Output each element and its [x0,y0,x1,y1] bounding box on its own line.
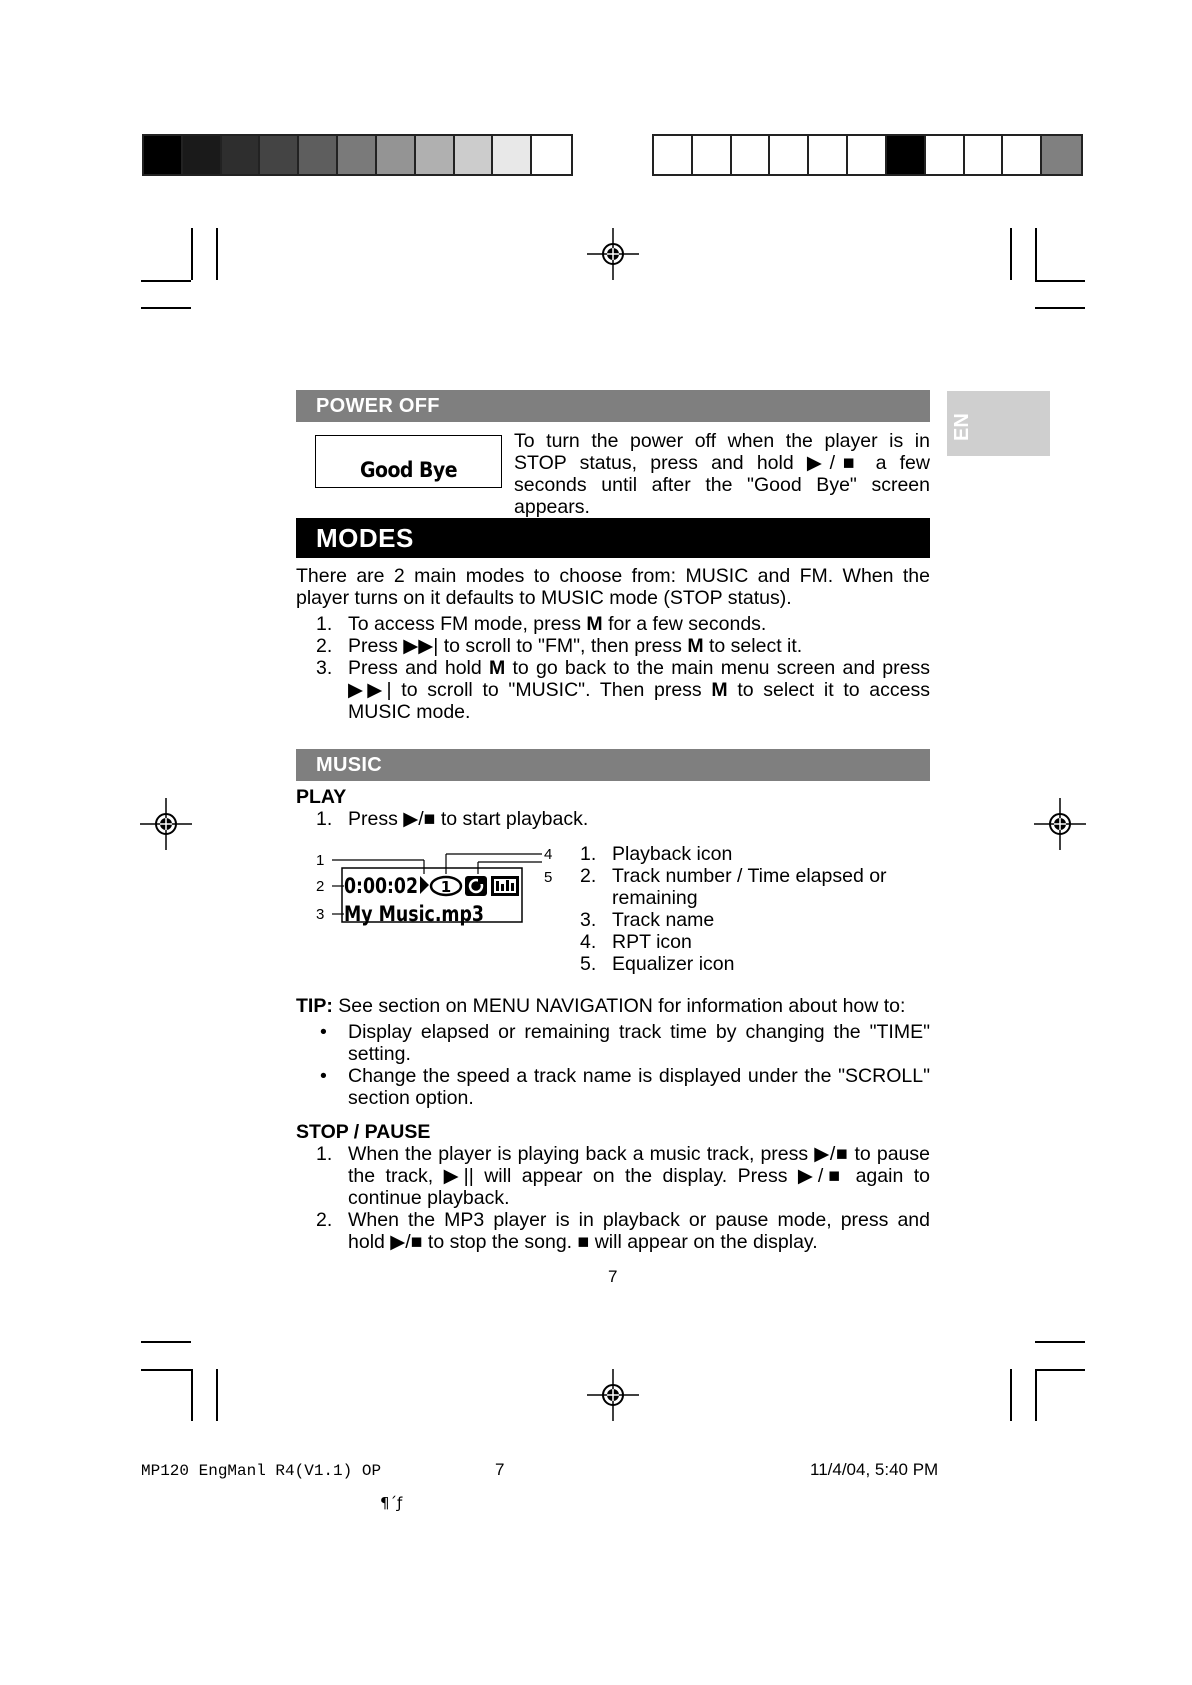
crop-mark [141,280,191,282]
footer-file-name: MP120 EngManl R4(V1.1) OP [141,1462,382,1480]
elapsed-time: 0:00:02 [344,874,418,898]
step-number: 3. [316,657,333,679]
list-item: 2. Track number / Time elapsed or remaining [580,865,887,909]
color-swatch [809,136,848,174]
registration-mark-icon [587,228,639,280]
list-item: • Display elapsed or remaining track time by changing the "TIME" setting. [320,1021,930,1065]
callout-5: 5 [544,869,553,886]
color-swatch [144,136,183,174]
modes-header: MODES [296,518,930,558]
crop-mark [216,228,218,280]
crop-mark [1035,280,1085,282]
music-header: MUSIC [296,749,930,781]
callout-4: 4 [544,846,553,863]
color-calibration-bar-right [652,134,1083,176]
crop-mark [191,228,193,280]
color-swatch [654,136,693,174]
color-swatch [887,136,926,174]
tip-line [296,995,930,1017]
footer-code: ¶´ƒ [380,1494,403,1512]
color-swatch [532,136,571,174]
list-item: 2. When the MP3 player is in playback or pause mode, press and hold ▶/■ to stop the song. ■ will appear on the display. [316,1209,930,1253]
list-item: 3. Track name [580,909,715,931]
crop-mark [191,1369,193,1421]
crop-mark [216,1369,218,1421]
list-item: 2. Press ▶▶| to scroll to "FM", then press M to select it. [316,635,803,657]
color-swatch [183,136,222,174]
registration-mark-icon [1034,798,1086,850]
color-swatch [299,136,338,174]
power-off-text: To turn the power off when the player is in STOP status, press and hold ▶/■ a few seconds until after the "Good Bye" screen appears. [514,430,930,518]
step-number: 1. [316,613,333,635]
list-item: 3. Press and hold M to go back to the main menu screen and press ▶▶| to scroll to "MUSIC". Then press M to select it to access MUSIC mode. [316,657,930,723]
modes-intro: There are 2 main modes to choose from: MUSIC and FM. When the player turns on it defaults to MUSIC mode (STOP status). [296,565,930,609]
color-swatch [1042,136,1081,174]
good-bye-screen [315,435,502,488]
step-number: 1. [316,808,333,830]
color-swatch [693,136,732,174]
footer-page: 7 [495,1460,505,1479]
crop-mark [1010,228,1012,280]
registration-mark-icon [140,798,192,850]
color-swatch [926,136,965,174]
list-item: 1. To access FM mode, press M for a few seconds. [316,613,767,635]
color-swatch [770,136,809,174]
tip-text: See section on MENU NAVIGATION for information about how to: [332,995,906,1017]
step-number: 2. [316,635,333,657]
color-swatch [493,136,532,174]
color-swatch [338,136,377,174]
good-bye-text: Good Bye [359,458,458,482]
crop-mark [1035,307,1085,309]
crop-mark [1035,1341,1085,1343]
color-swatch [455,136,494,174]
crop-mark [1035,1369,1085,1371]
crop-mark [141,307,191,309]
footer-date: 11/4/04, 5:40 PM [810,1460,939,1479]
play-title: PLAY [296,786,347,808]
callout-1: 1 [316,852,325,869]
tip-bullets [296,1021,930,1109]
rpt-icon [465,876,487,896]
list-item: 1. Playback icon [580,843,733,865]
modes-steps [296,613,930,723]
track-name: My Music.mp3 [344,902,484,926]
crop-mark [1010,1369,1012,1421]
color-swatch [377,136,416,174]
tip-section [296,995,930,1109]
language-tab-label: EN [951,413,973,441]
list-item: • Change the speed a track name is displayed under the "SCROLL" section option. [320,1065,930,1109]
color-swatch [260,136,299,174]
registration-mark-icon [587,1369,639,1421]
list-item: 4. RPT icon [580,931,692,953]
stop-pause-section [296,1121,930,1253]
tip-label: TIP: [296,995,333,1017]
equalizer-icon [491,876,519,896]
color-swatch [416,136,455,174]
color-swatch [732,136,771,174]
color-calibration-bar-left [142,134,573,176]
page-number: 7 [608,1267,618,1286]
color-swatch [1003,136,1042,174]
callout-3: 3 [316,906,325,923]
track-number-icon [431,877,461,896]
color-swatch [965,136,1004,174]
stop-pause-title: STOP / PAUSE [296,1121,431,1143]
color-swatch [848,136,887,174]
crop-mark [141,1341,191,1343]
callout-2: 2 [316,878,325,895]
list-item: 5. Equalizer icon [580,953,735,975]
svg-text:1: 1 [440,878,452,896]
crop-mark [1035,1369,1037,1421]
list-item: 1. Press ▶/■ to start playback. [316,808,589,830]
player-display-diagram [310,842,564,932]
modes-section [296,565,930,723]
crop-mark [1035,228,1037,280]
language-tab [947,391,1050,456]
power-off-header: POWER OFF [296,390,930,422]
crop-mark [141,1369,191,1371]
play-section [296,786,930,830]
display-legend [561,843,930,975]
color-swatch [222,136,261,174]
list-item: 1. When the player is playing back a music track, press ▶/■ to pause the track, ▶|| will appear on the display. Press ▶/■ again to continue playback. [316,1143,930,1209]
